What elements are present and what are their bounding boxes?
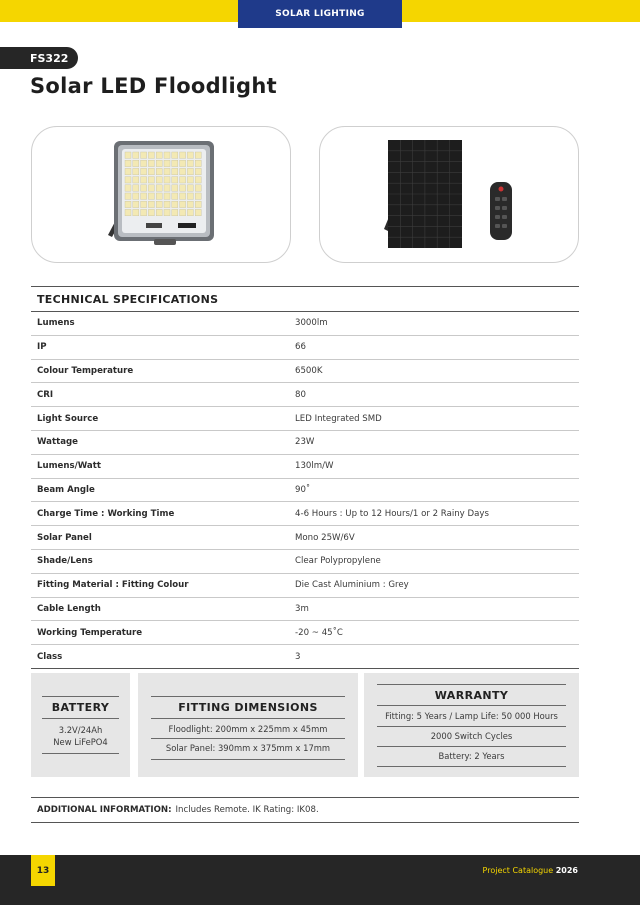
spec-label: Fitting Material : Fitting Colour: [37, 580, 189, 591]
spec-label: Light Source: [37, 413, 99, 424]
spec-label: Beam Angle: [37, 484, 95, 495]
spec-value: Mono 25W/6V: [295, 532, 355, 543]
category-tab: SOLAR LIGHTING: [238, 0, 402, 28]
top-bar: [0, 0, 640, 22]
floodlight-image-frame: [31, 126, 291, 263]
spec-row: [31, 383, 579, 407]
spec-label: Working Temperature: [37, 627, 143, 638]
spec-value: 66: [295, 342, 306, 353]
spec-value: 130lm/W: [295, 461, 334, 472]
spec-label: Class: [37, 651, 63, 662]
spec-row: [31, 645, 579, 669]
spec-value: 80: [295, 389, 306, 400]
spec-row: [31, 336, 579, 360]
spec-label: Wattage: [37, 437, 78, 448]
battery-spec: 3.2V/24Ah: [58, 725, 103, 735]
spec-row: [31, 479, 579, 503]
spec-value: -20 ~ 45˚C: [295, 627, 343, 638]
warranty-title: WARRANTY: [434, 689, 509, 702]
spec-label: Lumens/Watt: [37, 461, 101, 472]
catalogue-year: 2026: [555, 866, 578, 875]
spec-row: [31, 431, 579, 455]
specs-table: [31, 312, 579, 669]
spec-label: CRI: [37, 389, 54, 400]
spec-row: [31, 526, 579, 550]
spec-value: 3: [295, 651, 301, 662]
battery-title: BATTERY: [51, 701, 110, 714]
fitting-dimensions-title: FITTING DIMENSIONS: [178, 701, 318, 714]
spec-label: Colour Temperature: [37, 365, 134, 376]
spec-label: Solar Panel: [37, 532, 92, 543]
spec-row: [31, 550, 579, 574]
spec-value: 4-6 Hours : Up to 12 Hours/1 or 2 Rainy Days: [295, 508, 489, 519]
floodlight-image: [32, 127, 290, 262]
fitting-dimensions-box: [138, 673, 358, 777]
spec-value: 3000lm: [295, 318, 328, 329]
spec-row: [31, 407, 579, 431]
spec-label: Charge Time : Working Time: [37, 508, 175, 519]
spec-value: 23W: [295, 437, 315, 448]
floodlight-dimensions: Floodlight: 200mm x 225mm x 45mm: [168, 724, 328, 734]
battery-box: [31, 673, 130, 777]
spec-row: [31, 574, 579, 598]
spec-label: Lumens: [37, 318, 75, 329]
spec-value: 3m: [295, 603, 309, 614]
spec-value: Clear Polypropylene: [295, 556, 381, 567]
additional-information: [31, 797, 579, 823]
warranty-box: [364, 673, 579, 777]
spec-row: [31, 502, 579, 526]
spec-value: LED Integrated SMD: [295, 413, 382, 424]
warranty-switch-cycles: 2000 Switch Cycles: [430, 731, 513, 741]
technical-specifications: [31, 286, 579, 669]
additional-information-label: ADDITIONAL INFORMATION:: [37, 805, 172, 815]
footer: [0, 855, 640, 905]
battery-type: New LiFePO4: [53, 737, 108, 747]
page-title: Solar LED Floodlight: [30, 74, 277, 98]
spec-label: Shade/Lens: [37, 556, 93, 567]
spec-row: [31, 621, 579, 645]
specs-heading: TECHNICAL SPECIFICATIONS: [31, 286, 579, 312]
warranty-battery: Battery: 2 Years: [438, 751, 505, 761]
spec-value: 90˚: [295, 484, 311, 495]
spec-value: Die Cast Aluminium : Grey: [295, 580, 409, 591]
additional-information-text: Includes Remote. IK Rating: IK08.: [175, 805, 319, 815]
warranty-fitting: Fitting: 5 Years / Lamp Life: 50 000 Hours: [385, 711, 558, 721]
catalogue-label: [483, 866, 578, 875]
product-code-badge: FS322: [0, 47, 78, 69]
spec-row: [31, 360, 579, 384]
spec-label: IP: [37, 342, 47, 353]
catalogue-name: Project Catalogue: [482, 866, 554, 875]
spec-row: [31, 312, 579, 336]
solar-panel-image: [320, 127, 578, 262]
spec-value: 6500K: [295, 365, 323, 376]
page-number: 13: [31, 855, 55, 886]
solar-panel-dimensions: Solar Panel: 390mm x 375mm x 17mm: [165, 743, 331, 753]
spec-label: Cable Length: [37, 603, 101, 614]
solar-panel-image-frame: [319, 126, 579, 263]
spec-row: [31, 455, 579, 479]
spec-row: [31, 598, 579, 622]
